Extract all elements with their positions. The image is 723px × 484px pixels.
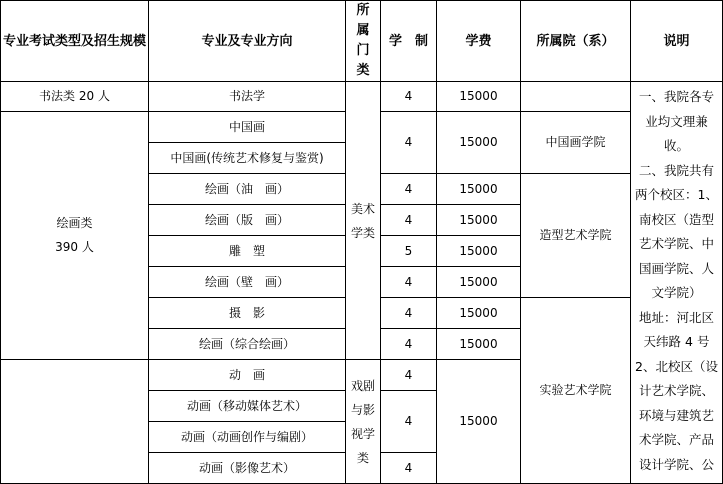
major-cell: 动 画: [149, 360, 346, 391]
years-cell: 4: [381, 267, 437, 298]
major-cell: 动画（移动媒体艺术）: [149, 391, 346, 422]
fee-merged: 15000: [437, 360, 521, 484]
years-cell: 4: [381, 112, 437, 174]
major-cell: 绘画（壁 画）: [149, 267, 346, 298]
table-row: [1, 82, 723, 112]
category-painting: 绘画类 390 人: [1, 112, 149, 360]
college-calligraphy-empty: [521, 82, 631, 112]
fee-cell: 15000: [437, 329, 521, 360]
years-cell: 4: [381, 391, 437, 453]
college-chinese-painting: 中国画学院: [521, 112, 631, 174]
major-cell: 绘画（版 画）: [149, 205, 346, 236]
fee-cell: 15000: [437, 205, 521, 236]
note-3: 地址：河北区天纬路 4 号: [638, 309, 714, 349]
college-experimental-art: 实验艺术学院: [521, 298, 631, 484]
fee-cell: 15000: [437, 298, 521, 329]
header-notes: 说明: [631, 1, 723, 82]
fee-cell: 15000: [437, 236, 521, 267]
years-cell: 4: [381, 360, 437, 391]
header-college: 所属院（系）: [521, 1, 631, 82]
door-drama: 戏剧与影视学类: [346, 360, 381, 484]
fee-cell: 15000: [437, 112, 521, 174]
header-fee: 学费: [437, 1, 521, 82]
years-cell: 5: [381, 236, 437, 267]
years-cell: 4: [381, 82, 437, 112]
category-animation-empty: [1, 360, 149, 484]
fee-cell: 15000: [437, 267, 521, 298]
major-cell: 书法学: [149, 82, 346, 112]
header-category: 专业考试类型及招生规模: [1, 1, 149, 82]
years-cell: 4: [381, 205, 437, 236]
years-cell: 4: [381, 453, 437, 484]
fee-cell: 15000: [437, 82, 521, 112]
major-cell: 雕 塑: [149, 236, 346, 267]
header-row: [1, 1, 723, 82]
major-cell: 绘画（综合绘画）: [149, 329, 346, 360]
note-4: 2、北校区（设计艺术学院、环境与建筑艺术学院、产品设计学院、公: [635, 358, 718, 472]
note-1: 一、我院各专业均文理兼收。: [638, 89, 714, 153]
years-cell: 4: [381, 298, 437, 329]
fee-cell: 15000: [437, 174, 521, 205]
major-cell: 摄 影: [149, 298, 346, 329]
major-cell: 绘画（油 画）: [149, 174, 346, 205]
years-cell: 4: [381, 174, 437, 205]
door-art: 美术学类: [346, 82, 381, 360]
college-plastic-art: 造型艺术学院: [521, 174, 631, 298]
major-cell: 动画（动画创作与编剧）: [149, 422, 346, 453]
years-cell: 4: [381, 329, 437, 360]
major-cell: 动画（影像艺术）: [149, 453, 346, 484]
header-door: 所属门类: [346, 1, 381, 82]
header-major: 专业及专业方向: [149, 1, 346, 82]
category-calligraphy: 书法类 20 人: [1, 82, 149, 112]
major-cell: 中国画(传统艺术修复与鉴赏): [149, 143, 346, 174]
note-2: 二、我院共有两个校区：1、南校区（造型艺术学院、中国画学院、人文学院）: [635, 162, 718, 300]
notes-cell: [631, 82, 723, 484]
header-years: 学 制: [381, 1, 437, 82]
major-cell: 中国画: [149, 112, 346, 143]
